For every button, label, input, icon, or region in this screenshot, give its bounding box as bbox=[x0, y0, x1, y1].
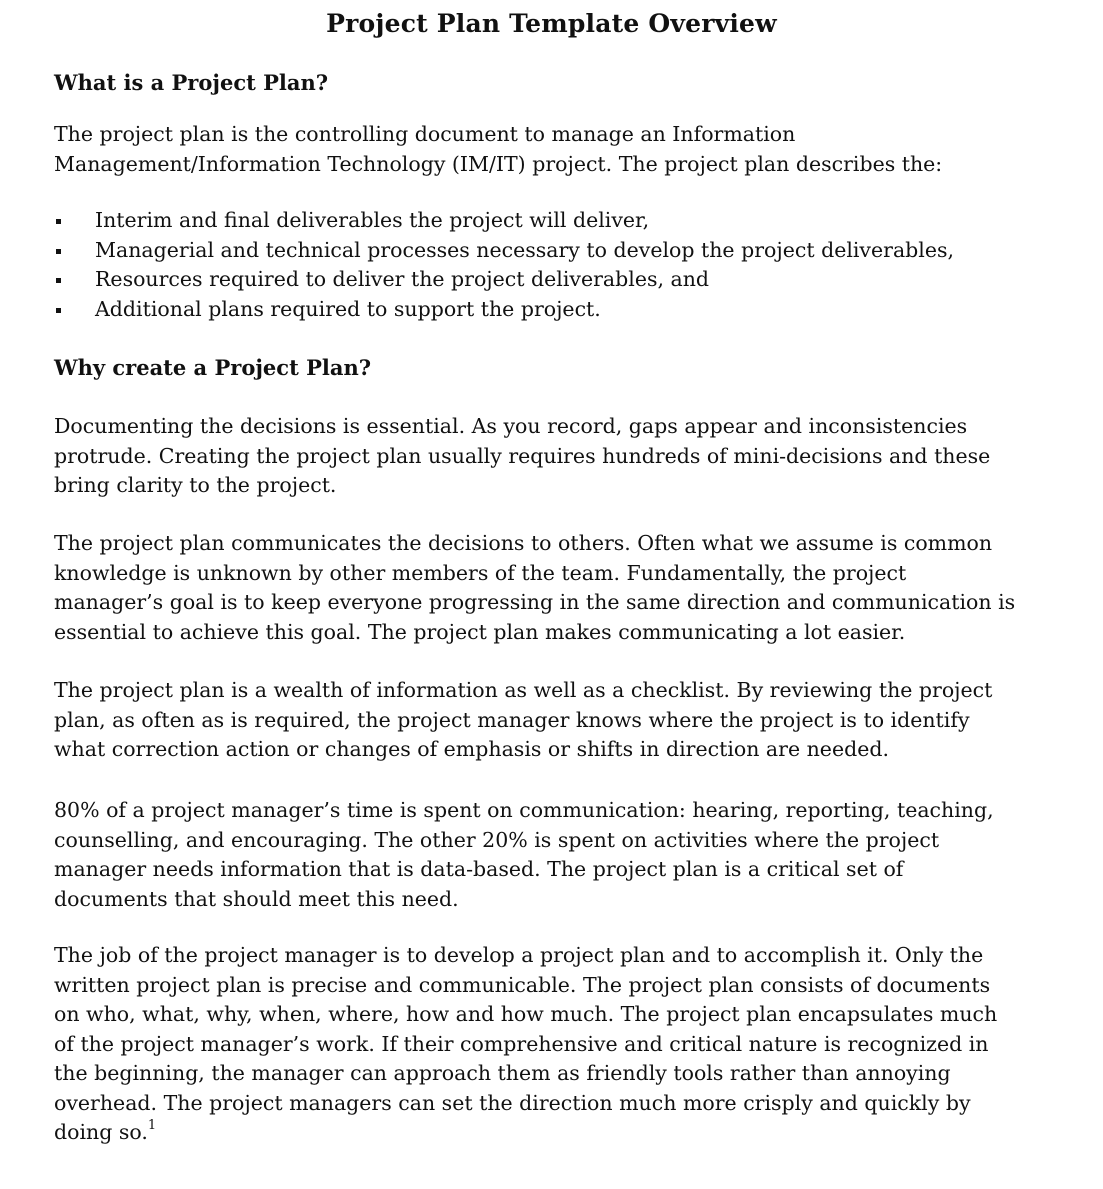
text-line: of the project manager’s work. If their comprehensive and critical nature is recognized in bbox=[54, 1031, 989, 1056]
intro-paragraph bbox=[54, 120, 942, 179]
list-item-text: Managerial and technical processes necessary to develop the project deliverables, bbox=[95, 237, 955, 262]
paragraph-wealth bbox=[54, 676, 992, 765]
text-line: what correction action or changes of emphasis or shifts in direction are needed. bbox=[54, 737, 889, 761]
text-line: counselling, and encouraging. The other 20% is spent on activities where the project bbox=[54, 827, 940, 852]
text-line: The project plan is a wealth of information as well as a checklist. By reviewing the project bbox=[54, 678, 993, 702]
text-line: documents that should meet this need. bbox=[54, 886, 459, 911]
text-line: The project plan communicates the decisions to others. Often what we assume is common bbox=[54, 531, 993, 555]
text-line: essential to achieve this goal. The project plan makes communicating a lot easier. bbox=[54, 619, 906, 644]
section-heading-what: What is a Project Plan? bbox=[54, 70, 329, 95]
text-line: protrude. Creating the project plan usually requires hundreds of mini-decisions and these bbox=[54, 443, 991, 468]
bullet-icon bbox=[56, 249, 61, 254]
paragraph-communicates bbox=[54, 529, 1015, 647]
section-heading-why: Why create a Project Plan? bbox=[54, 355, 372, 380]
text-line: plan, as often as is required, the project manager knows where the project is to identify bbox=[54, 707, 970, 732]
text-line: Documenting the decisions is essential. As you record, gaps appear and inconsistencies bbox=[54, 414, 968, 438]
bullet-icon bbox=[56, 219, 61, 224]
text-line: the beginning, the manager can approach them as friendly tools rather than annoying bbox=[54, 1061, 951, 1085]
text-line: The job of the project manager is to develop a project plan and to accomplish it. Only the bbox=[54, 943, 984, 967]
text-line: doing so. bbox=[54, 1120, 148, 1144]
list-item-text: Resources required to deliver the project deliverables, and bbox=[95, 267, 710, 291]
bullet-icon bbox=[56, 278, 61, 283]
last-text-line bbox=[54, 1118, 997, 1148]
text-line: overhead. The project managers can set the direction much more crisply and quickly by bbox=[54, 1090, 971, 1115]
text-line: knowledge is unknown by other members of the team. Fundamentally, the project bbox=[54, 560, 907, 585]
text-line: bring clarity to the project. bbox=[54, 473, 337, 497]
text-line: 80% of a project manager’s time is spent on communication: hearing, reporting, teaching, bbox=[54, 798, 994, 822]
paragraph-job bbox=[54, 941, 997, 1148]
text-line: manager’s goal is to keep everyone progressing in the same direction and communication is bbox=[54, 590, 1016, 614]
text-line: Management/Information Technology (IM/IT) project. The project plan describes the: bbox=[54, 151, 943, 176]
text-line: on who, what, why, when, where, how and how much. The project plan encapsulates much bbox=[54, 1002, 998, 1026]
list-item-text: Additional plans required to support the project. bbox=[95, 296, 601, 321]
text-line: manager needs information that is data-based. The project plan is a critical set of bbox=[54, 857, 904, 881]
text-line: The project plan is the controlling document to manage an Information bbox=[54, 122, 796, 146]
footnote-marker: 1 bbox=[147, 1118, 157, 1134]
paragraph-documenting bbox=[54, 412, 990, 501]
bullet-icon bbox=[56, 308, 61, 313]
text-line: written project plan is precise and communicable. The project plan consists of documents bbox=[54, 972, 991, 997]
document-title: Project Plan Template Overview bbox=[326, 9, 777, 38]
list-item-text: Interim and final deliverables the project will deliver, bbox=[95, 208, 650, 232]
paragraph-communication-time bbox=[54, 796, 994, 914]
